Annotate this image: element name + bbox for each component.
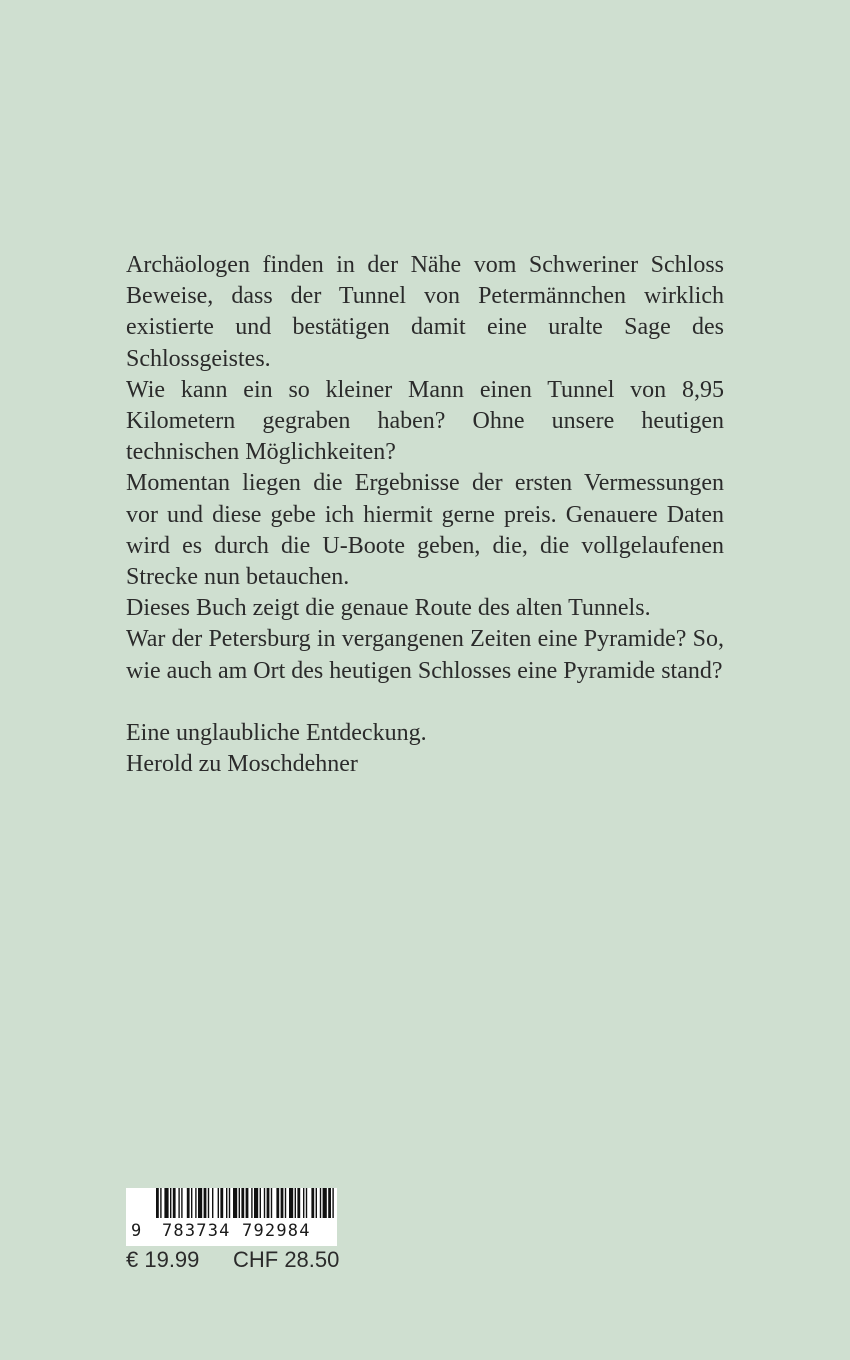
price-chf: CHF 28.50 [233,1247,340,1272]
tagline: Eine unglaubliche Entdeckung. [126,719,427,746]
blurb-paragraph: War der Petersburg in vergangenen Zeiten eine Pyramide? So, wie auch am Ort des heutigen Schlosses eine Pyramide stand? [126,626,724,684]
blurb-text [126,250,724,780]
price-eur: € 19.99 [126,1247,200,1272]
blurb-paragraph: Momentan liegen die Ergebnisse der ersten Vermessungen vor und diese gebe ich hiermit gerne preis. Genauere Daten wird es durch die U-Boote geben, die, die vollgelaufenen Strecke nun betauchen. [126,470,724,591]
blurb-paragraph: Archäologen finden in der Nähe vom Schweriner Schloss Beweise, dass der Tunnel von Petermännchen wirklich existierte und bestätigen damit eine uralte Sage des Schlossgeistes. [126,252,724,372]
isbn-first-digit: 9 [131,1221,142,1241]
blurb-paragraph: Dieses Buch zeigt die genaue Route des alten Tunnels. [126,595,651,622]
author-name: Herold zu Moschdehner [126,751,358,778]
isbn-barcode [126,1188,337,1246]
blurb-paragraph: Wie kann ein so kleiner Mann einen Tunnel von 8,95 Kilometern gegraben haben? Ohne unsere heutigen technischen Möglichkeiten? [126,376,724,466]
blurb-closing [126,718,724,780]
isbn-digits: 783734 792984 [162,1221,311,1241]
